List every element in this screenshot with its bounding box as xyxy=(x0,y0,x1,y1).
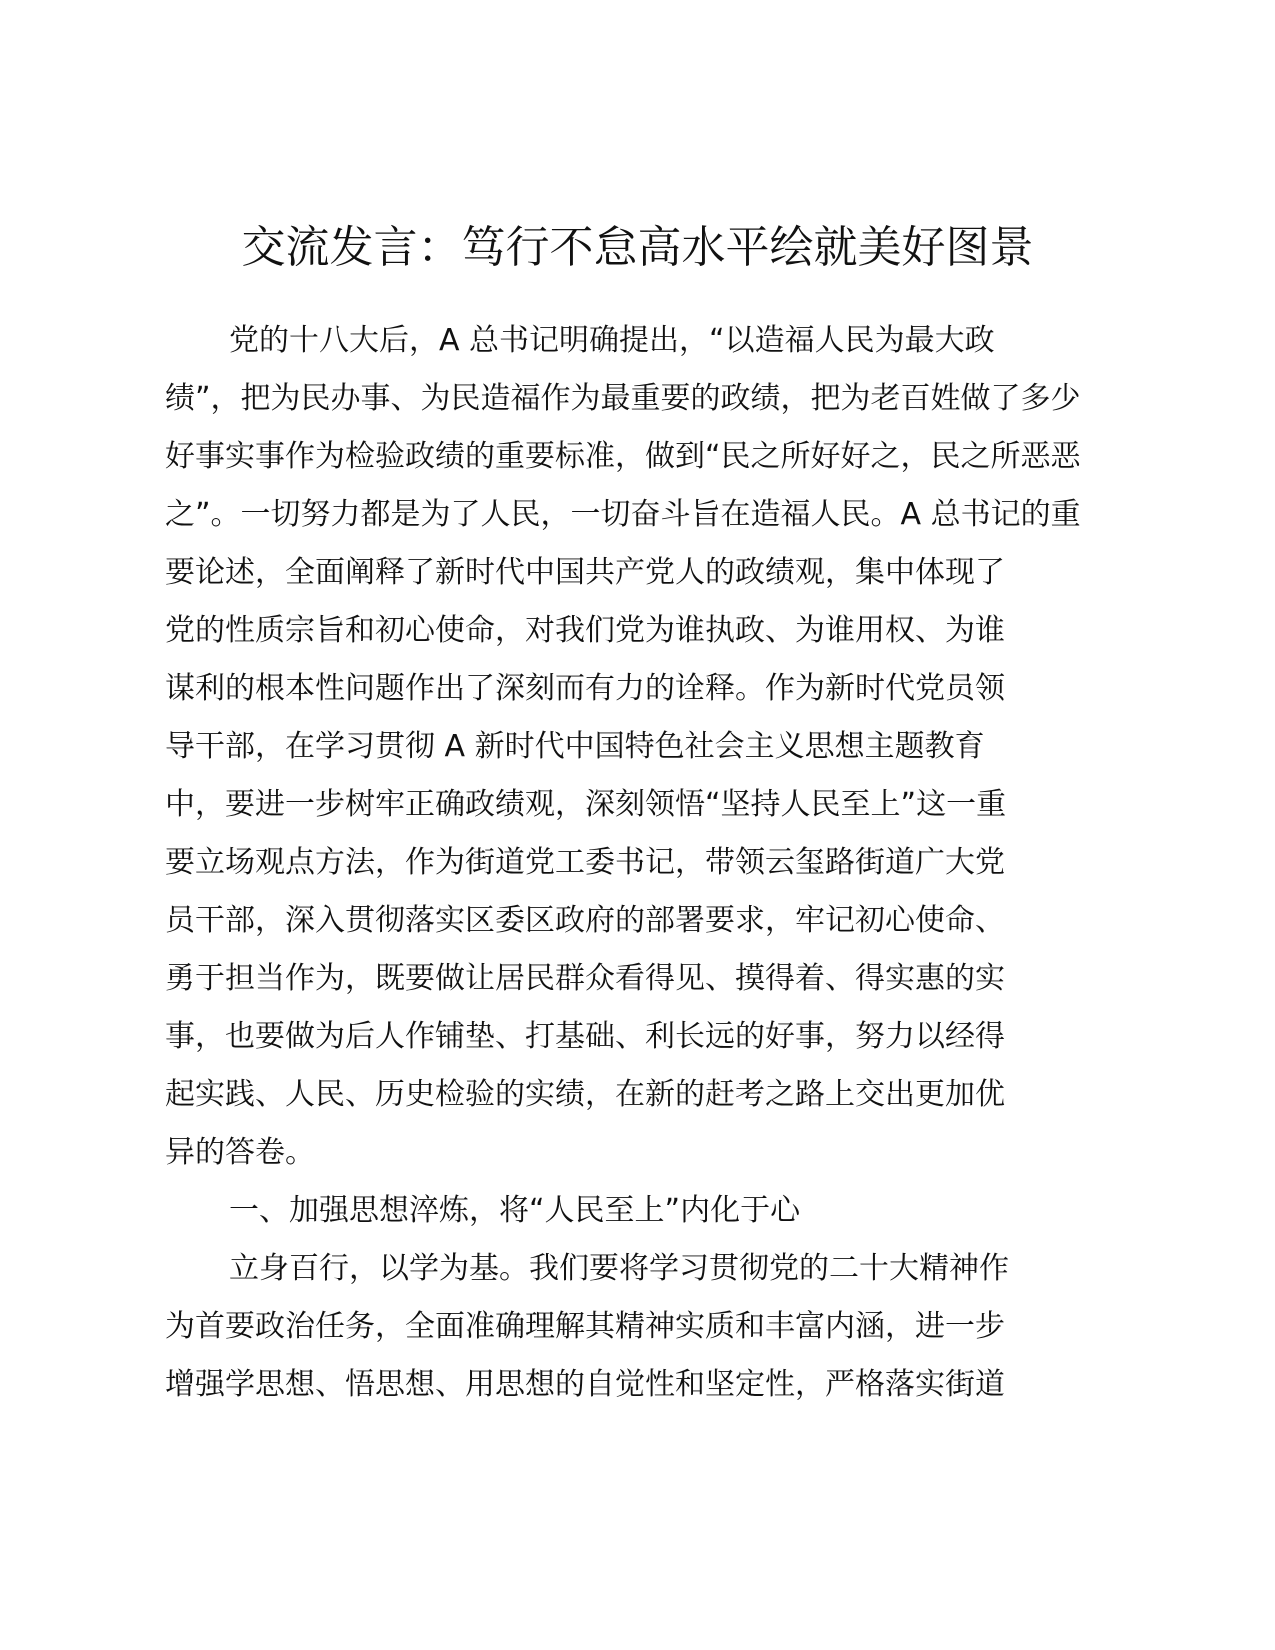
body-line: 党的性质宗旨和初心使命，对我们党为谁执政、为谁用权、为谁 xyxy=(165,613,1005,648)
body-line: 为首要政治任务，全面准确理解其精神实质和丰富内涵，进一步 xyxy=(165,1309,1005,1344)
body-line: 员干部，深入贯彻落实区委区政府的部署要求，牢记初心使命、 xyxy=(165,903,1005,938)
body-line: 增强学思想、悟思想、用思想的自觉性和坚定性，严格落实街道 xyxy=(165,1367,1005,1402)
body-line: 要立场观点方法，作为街道党工委书记，带领云玺路街道广大党 xyxy=(165,845,1005,880)
body-line: 中，要进一步树牢正确政绩观，深刻领悟“坚持人民至上”这一重 xyxy=(165,787,1007,822)
body-line: 之”。一切努力都是为了人民，一切奋斗旨在造福人民。A 总书记的重 xyxy=(165,497,1081,532)
section-heading: 一、加强思想淬炼，将“人民至上”内化于心 xyxy=(229,1193,801,1228)
document-body xyxy=(165,312,1105,1414)
body-line: 事，也要做为后人作铺垫、打基础、利长远的好事，努力以经得 xyxy=(165,1019,1005,1054)
body-line: 立身百行，以学为基。我们要将学习贯彻党的二十大精神作 xyxy=(229,1251,1009,1286)
body-line: 党的十八大后，A 总书记明确提出，“以造福人民为最大政 xyxy=(229,323,995,358)
body-line: 勇于担当作为，既要做让居民群众看得见、摸得着、得实惠的实 xyxy=(165,961,1005,996)
body-line: 要论述，全面阐释了新时代中国共产党人的政绩观，集中体现了 xyxy=(165,555,1005,590)
document-title: 交流发言：笃行不怠高水平绘就美好图景 xyxy=(241,222,1034,273)
body-line: 好事实事作为检验政绩的重要标准，做到“民之所好好之，民之所恶恶 xyxy=(165,439,1081,474)
body-line: 绩”，把为民办事、为民造福作为最重要的政绩，把为老百姓做了多少 xyxy=(165,381,1081,416)
body-line: 异的答卷。 xyxy=(165,1135,315,1170)
body-line: 起实践、人民、历史检验的实绩，在新的赶考之路上交出更加优 xyxy=(165,1077,1005,1112)
body-line: 导干部，在学习贯彻 A 新时代中国特色社会主义思想主题教育 xyxy=(165,729,985,764)
body-line: 谋利的根本性问题作出了深刻而有力的诠释。作为新时代党员领 xyxy=(165,671,1005,706)
